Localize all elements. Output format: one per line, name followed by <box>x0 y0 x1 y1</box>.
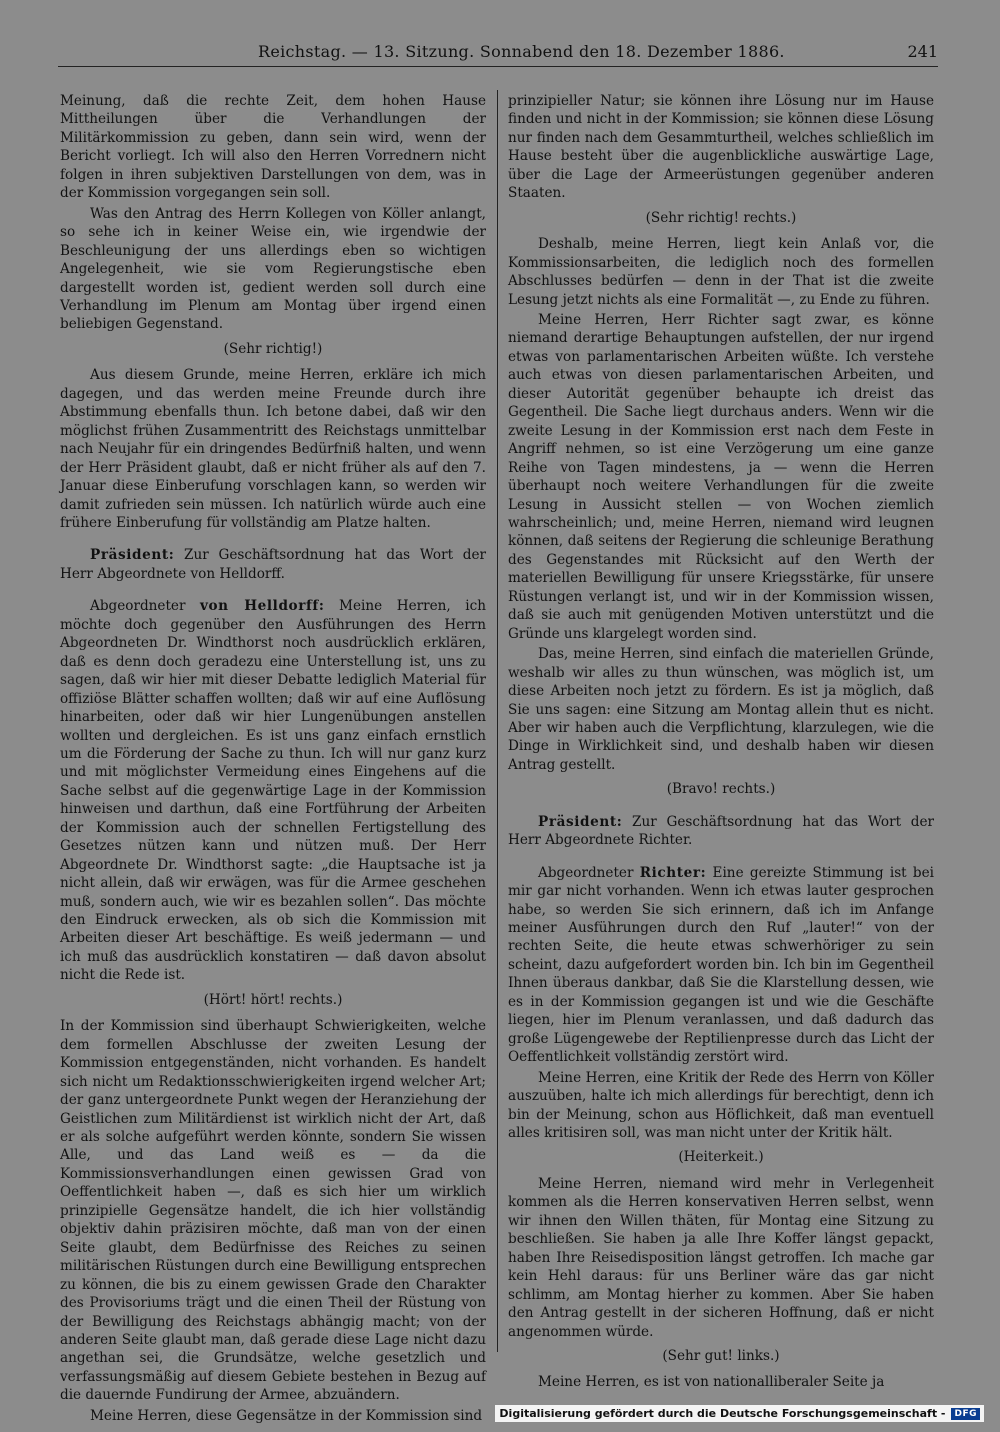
dfg-logo-icon: DFG <box>951 1408 980 1420</box>
right-column <box>508 92 934 1394</box>
interjection: (Bravo! rechts.) <box>666 781 776 798</box>
speech-text: Eine gereizte Stimmung ist bei mir gar nicht vorhanden. Wenn ich etwas lauter gesprochen habe, so werden Sie sich erinnern, daß ich im Anfange meiner Ausführungen durch den Ruf „lauter!“ von der rechten Seite, die heute etwas schwerhöriger zu sein scheint, dazu aufgefordert worden bin. Ich bin im Gegentheil Ihnen überaus dankbar, daß Sie die Klarstellung dessen, wie es in der Kommission gegangen ist und wie die Geschäfte liegen, hier im Plenum veranlassen, und daß dadurch das große Lügengewebe der Reptilienpresse durch das Licht der Oeffentlichkeit vollständig zerstört wird. <box>508 864 934 1066</box>
paragraph: Das, meine Herren, sind einfach die materiellen Gründe, weshalb wir alles zu thun wünschen, was möglich ist, um diese Arbeiten noch jetzt zu fördern. Es ist ja möglich, daß Sie uns sagen: eine Sitzung am Montag allein thut es nicht. Aber wir haben auch die Verpflichtung, klarzulegen, wie die Dinge in Wirklichkeit sind, und deshalb haben wir diesen Antrag gestellt. <box>508 646 934 773</box>
speaker-prefix: Abgeordneter <box>538 864 640 881</box>
speech-paragraph <box>60 546 486 583</box>
speaker-prefix: Abgeordneter <box>90 598 201 615</box>
interjection: (Heiterkeit.) <box>678 1149 764 1166</box>
interjection: (Sehr richtig!) <box>223 340 323 357</box>
column-divider <box>497 90 498 1352</box>
header-rule <box>58 66 938 67</box>
speech-text: Zur Geschäftsordnung hat das Wort der Herr Abgeordnete von Helldorff. <box>60 547 486 582</box>
paragraph: Meine Herren, diese Gegensätze in der Kommission sind <box>90 1407 483 1424</box>
speech-paragraph <box>60 597 486 985</box>
paragraph: Meine Herren, es ist von nationalliberaler Seite ja <box>538 1374 885 1391</box>
page-header <box>58 38 938 66</box>
paragraph: Aus diesem Grunde, meine Herren, erkläre ich mich dagegen, und das werden meine Freunde durch ihre Abstimmung ebenfalls thun. Ich betone dabei, daß wir den möglichst frühen Zusammentritt des Reichstags unmittelbar nach Neujahr für ein dringendes Bedürfniß halten, und wenn der Herr Präsident glaubt, daß er nicht früher als auf den 7. Januar diese Einberufung vorschlagen kann, so werden wir damit zufrieden sein müssen. Ich natürlich würde auch eine frühere Einberufung für vollständig am Platze halten. <box>60 367 486 531</box>
paragraph: Meine Herren, Herr Richter sagt zwar, es könne niemand derartige Behauptungen aufstellen, der nur irgend etwas von parlamentarischen Arbeiten wüßte. Ich verstehe auch etwas von diesen parlamentarischen Arbeiten, und dieser Autorität gegenüber behaupte ich dreist das Gegentheil. Die Sache liegt durchaus anders. Wenn wir die zweite Lesung in der Kommission erst nach dem Feste in Angriff nehmen, so ist eine Verzögerung um eine ganze Reihe von Tagen mindestens, ja — wenn die Herren überhaupt noch weitere Verhandlungen für die zweite Lesung in Aussicht stellen — von Wochen ziemlich wahrscheinlich; und, meine Herren, niemand wird leugnen können, daß seitens der Regierung die schleunige Berathung des Gegenstandes mit Rücksicht auf den Werth der materiellen Bewilligung für unsere Kriegsstärke, für unsere Rüstungen verlangt ist, und wir in der Kommission wissen, daß sie auch mit genügenden Motiven unterstützt und die Gründe uns klargelegt worden sind. <box>508 311 934 642</box>
paragraph: Meine Herren, eine Kritik der Rede des Herrn von Köller auszuüben, halte ich mich allerdings für berechtigt, denn ich bin der Meinung, schon aus Höflichkeit, daß man eventuell alles kritisiren soll, was man nicht unter der Kritik hält. <box>508 1069 934 1142</box>
funding-text: Digitalisierung gefördert durch die Deutsche Forschungsgemeinschaft - <box>499 1407 946 1420</box>
interjection: (Sehr gut! links.) <box>662 1348 780 1364</box>
running-title: Reichstag. — 13. Sitzung. Sonnabend den 18. Dezember 1886. <box>258 42 785 61</box>
left-column <box>60 92 486 1427</box>
funding-notice <box>495 1405 984 1422</box>
paragraph: Deshalb, meine Herren, liegt kein Anlaß vor, die Kommissionsarbeiten, die lediglich noch des formellen Abschlusses bedürfen — denn in der That ist die zweite Lesung jetzt nichts als eine Formalität —, zu Ende zu führen. <box>508 236 934 308</box>
speech-paragraph <box>508 813 934 850</box>
interjection: (Hört! hört! rechts.) <box>203 991 343 1008</box>
speech-text: Meine Herren, ich möchte doch gegenüber den Ausführungen des Herrn Abgeordneten Dr. Windthorst noch ausdrücklich erklären, daß es denn doch geradezu eine Unterstellung ist, uns zu sagen, daß wir hier mit dieser Debatte lediglich Material für offiziöse Blätter schaffen wollten; daß wir auf eine Auflösung hinarbeiten, oder daß wir hier Lungenübungen anstellen wollten und dergleichen. Es ist uns ganz einfach ernstlich um die Förderung der Sache zu thun. Ich will nur ganz kurz und mit möglichster Vermeidung eines Eingehens auf die Sache selbst auf die gegenwärtige Lage in der Kommission hinweisen und darthun, daß eine Fortführung der Arbeiten der Kommission auch der schnellen Fertigstellung des Gesetzes nützen kann und nützen muß. Der Herr Abgeordnete Dr. Windthorst sagte: „die Hauptsache ist ja nicht allein, daß wir erwägen, was für die Armee geschehen muß, sondern auch, wie wir es bezahlen sollen“. Das möchte den Eindruck erwecken, als ob sich die Kommission mit Arbeiten dieser Art beschäftige. Es weiß jedermann — und ich muß das ausdrücklich konstatiren — daß davon absolut nicht die Rede ist. <box>60 598 487 984</box>
speaker-name: Präsident: <box>538 813 623 830</box>
speaker-name: von Helldorff: <box>200 598 325 615</box>
paragraph: Was den Antrag des Herrn Kollegen von Köller anlangt, so sehe ich in keiner Weise ein, wie irgendwie der Beschleunigung der uns allerdings eben so wichtigen Angelegenheit, wie sie vom Regierungstische eben dargestellt worden ist, gedient werden soll durch eine Verhandlung im Plenum am Montag über irgend einen beliebigen Gegenstand. <box>60 205 486 333</box>
interjection: (Sehr richtig! rechts.) <box>645 209 797 226</box>
speech-paragraph <box>508 864 934 1067</box>
paragraph: Meinung, daß die rechte Zeit, dem hohen Hause Mittheilungen über die Verhandlungen der Militärkommission zu geben, dann sein wird, wenn der Bericht vorliegt. Ich will also den Herren Vorrednern nicht folgen in ihren subjektiven Darstellungen von dem, was in der Kommission vorgegangen sein soll. <box>60 93 486 202</box>
speaker-name: Präsident: <box>90 547 175 564</box>
page-number: 241 <box>907 42 938 61</box>
paragraph: Meine Herren, niemand wird mehr in Verlegenheit kommen als die Herren konservativen Herren selbst, wenn wir ihnen den Willen thäten, für Montag eine Sitzung zu beschließen. Sie haben ja alle Ihre Koffer längst gepackt, haben Ihre Reisedisposition längst getroffen. Ich mache gar kein Hehl daraus: für uns Berliner wäre das gar nicht schlimm, am Montag hierher zu kommen. Aber Sie haben den Antrag gestellt in der sicheren Hoffnung, daß er nicht angenommen würde. <box>508 1175 934 1340</box>
paragraph: In der Kommission sind überhaupt Schwierigkeiten, welche dem formellen Abschlusse der zweiten Lesung der Kommission entgegenständen, nicht vorhanden. Es handelt sich nicht um Redaktionsschwierigkeiten irgend welcher Art; der ganz untergeordnete Punkt wegen der Heranziehung der Geistlichen zum Militärdienst ist wirklich nicht der Art, daß er als solche aufgeführt werden könnte, sondern Sie wissen Alle, und das Land weiß es — da die Kommissionsverhandlungen einen gewissen Grad von Oeffentlichkeit haben —, daß es sich hier um wirklich prinzipielle Gegensätze handelt, die ich hier vollständig objektiv dahin präzisiren möchte, daß man von der einen Seite glaubt, dem Bedürfnisse des Reiches zu seinen militärischen Rüstungen durch eine Bewilligung entsprechen zu können, die bis zu einem gewissen Grade den Charakter des Provisoriums trägt und die einen Theil der Rüstung von der Bewilligung des Reichstags abhängig macht; von der anderen Seite glaubt man, daß gerade diese Lage nicht dazu angethan sei, die Grundsätze, welche gesetzlich und verfassungsmäßig auf diesem Gebiete bestehen in Bezug auf die dauernde Fundirung der Armee, abzuändern. <box>60 1018 486 1404</box>
paragraph: prinzipieller Natur; sie können ihre Lösung nur im Hause finden und nicht in der Kommission; sie können diese Lösung nur finden nach dem Gesammturtheil, welches schließlich im Hause besteht über die augenblickliche auswärtige Lage, über die Lage der Armeerüstungen gegenüber anderen Staaten. <box>508 93 934 202</box>
speech-text: Zur Geschäftsordnung hat das Wort der Herr Abgeordnete Richter. <box>508 813 934 849</box>
speaker-name: Richter: <box>639 864 707 881</box>
